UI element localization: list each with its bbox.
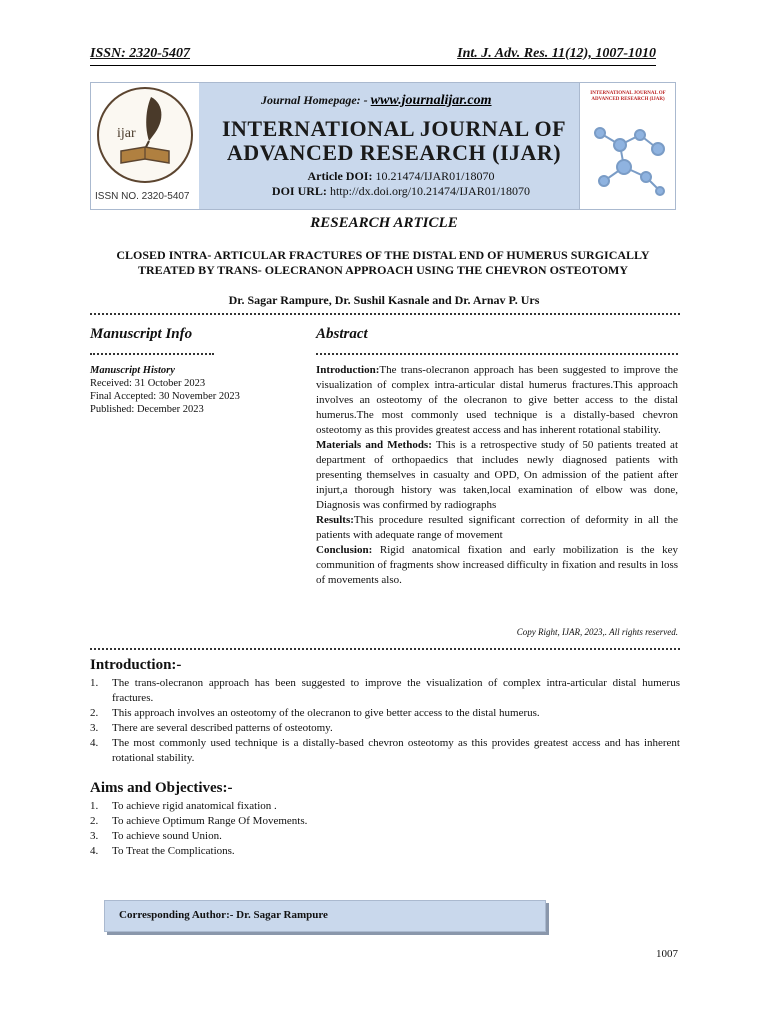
page-number: 1007	[656, 948, 678, 960]
list-item-number: 3.	[90, 722, 99, 734]
list-item-number: 3.	[90, 830, 99, 842]
introduction-section	[90, 657, 680, 766]
list-item-number: 4.	[90, 845, 99, 857]
abstract-divider	[316, 349, 678, 355]
list-item-text: The trans-olecranon approach has been suggested to improve the visualization of complex intra-articular distal humerus fractures.	[112, 677, 680, 704]
introduction-heading: Introduction:-	[90, 657, 182, 673]
journal-homepage	[261, 93, 492, 109]
list-item	[90, 721, 680, 736]
received-date: Received: 31 October 2023	[90, 378, 206, 389]
citation-text: Int. J. Adv. Res. 11(12), 1007-1010	[457, 46, 656, 61]
list-item	[90, 736, 680, 766]
list-item-text: To Treat the Complications.	[112, 845, 235, 857]
history-title: Manuscript History	[90, 365, 175, 376]
logo-emblem	[97, 87, 193, 183]
list-item-text: To achieve sound Union.	[112, 830, 222, 842]
corresponding-author-box	[104, 900, 546, 932]
list-item	[90, 706, 680, 721]
journal-logo	[91, 83, 199, 209]
list-item	[90, 844, 680, 859]
list-item-text: To achieve Optimum Range Of Movements.	[112, 815, 308, 827]
cover-title: INTERNATIONAL JOURNAL OF ADVANCED RESEARCH (IJAR)	[590, 91, 666, 102]
paper-title: CLOSED INTRA- ARTICULAR FRACTURES OF THE DISTAL END OF HUMERUS SURGICALLY TREATED BY TRANS- OLECRANON APPROACH USING THE CHEVRON OSTEOTOMY	[116, 248, 650, 277]
list-item-text: There are several described patterns of osteotomy.	[112, 722, 333, 734]
divider-top	[90, 309, 680, 315]
abstract-conclusion: Conclusion: Rigid anatomical fixation and early mobilization is the key communition of fragments show increased difficulty in fixation and results in loss of movements also.	[316, 544, 678, 586]
doi-block	[241, 169, 561, 199]
manuscript-divider	[90, 349, 214, 355]
abstract-intro: Introduction:The trans-olecranon approach has been suggested to improve the visualization of complex intra-articular distal humerus fractures.This approach involves an osteotomy of the olecranon to give better access to the distal humerus.The most commonly used technique is a distally-based chevron osteotomy as this provides greatest access and has inherent rotational stability.	[316, 364, 678, 436]
list-item-number: 1.	[90, 800, 99, 812]
abstract-results: Results:This procedure resulted significant correction of deformity in all the patients with adequate range of movement	[316, 514, 678, 541]
authors: Dr. Sagar Rampure, Dr. Sushil Kasnale and Dr. Arnav P. Urs	[228, 293, 540, 307]
corresponding-author: Corresponding Author:- Dr. Sagar Rampure	[119, 909, 328, 921]
abstract-body	[316, 363, 678, 588]
aims-section	[90, 780, 680, 859]
article-type: RESEARCH ARTICLE	[310, 215, 458, 231]
aims-list	[90, 799, 680, 859]
issn-text: ISSN: 2320-5407	[90, 46, 190, 61]
divider-bottom	[90, 644, 680, 650]
copyright: Copy Right, IJAR, 2023,. All rights reserved.	[516, 627, 678, 637]
abstract-methods: Materials and Methods: This is a retrospective study of 50 patients treated at department of orthopaedics that includes newly diagnosed patients with presenting themselves in casualty and OPD, On admission of the patient after injurt,a thorough history was taken,local examination of elbow was done, Diagnosis was confirmed by radiographs	[316, 439, 679, 511]
doi-label: Article DOI:	[307, 169, 373, 183]
list-item	[90, 829, 680, 844]
abstract-heading: Abstract	[316, 326, 368, 342]
manuscript-heading: Manuscript Info	[90, 326, 193, 342]
journal-banner	[90, 82, 676, 210]
aims-heading: Aims and Objectives:-	[90, 780, 233, 796]
manuscript-info	[90, 326, 290, 416]
list-item	[90, 814, 680, 829]
list-item-text: To achieve rigid anatomical fixation .	[112, 800, 277, 812]
doi-url-label: DOI URL:	[271, 184, 327, 198]
doi-url-link[interactable]: http://dx.doi.org/10.21474/IJAR01/18070	[329, 184, 531, 198]
list-item-number: 2.	[90, 815, 99, 827]
logo-issn: ISSN NO. 2320-5407	[95, 191, 190, 202]
manuscript-history	[90, 364, 290, 416]
doi-value: 10.21474/IJAR01/18070	[375, 169, 495, 183]
list-item-text: This approach involves an osteotomy of the olecranon to give better access to the distal humerus.	[112, 707, 540, 719]
accepted-date: Final Accepted: 30 November 2023	[90, 391, 240, 402]
abstract	[316, 326, 678, 588]
introduction-list	[90, 676, 680, 766]
journal-cover-thumbnail	[579, 83, 675, 209]
quill-book-icon	[99, 89, 191, 181]
list-item-number: 2.	[90, 707, 99, 719]
list-item-number: 1.	[90, 677, 99, 689]
list-item-number: 4.	[90, 737, 99, 749]
homepage-link[interactable]: www.journalijar.com	[370, 93, 492, 108]
homepage-label: Journal Homepage: -	[261, 93, 368, 107]
svg-text:ijar: ijar	[117, 126, 136, 141]
list-item-text: The most commonly used technique is a distally-based chevron osteotomy as this provides greatest access and has inherent rotational stability.	[112, 737, 680, 764]
journal-title-line2: ADVANCED RESEARCH (IJAR)	[226, 140, 562, 165]
published-date: Published: December 2023	[90, 404, 204, 415]
journal-title	[219, 117, 569, 165]
journal-title-line1: INTERNATIONAL JOURNAL OF	[221, 116, 567, 141]
list-item	[90, 799, 680, 814]
list-item	[90, 676, 680, 706]
running-header	[90, 44, 656, 66]
